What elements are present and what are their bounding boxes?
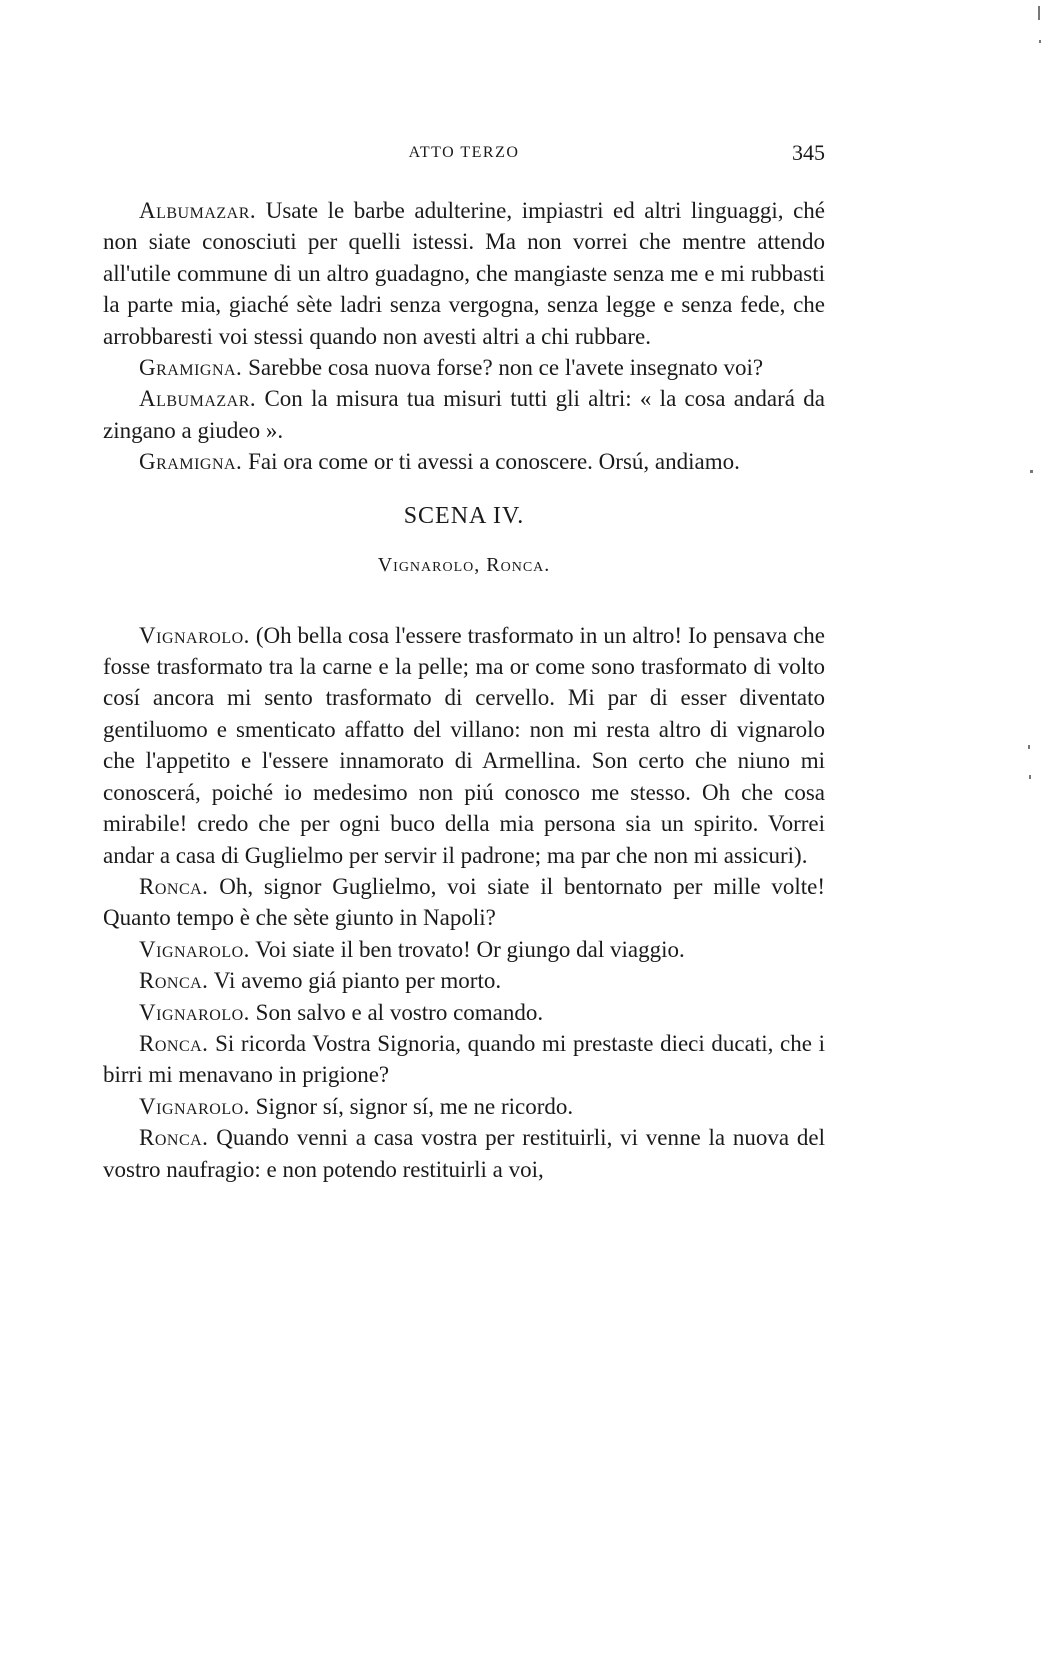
dialogue-paragraph	[103, 620, 825, 871]
scan-speck	[1029, 775, 1031, 779]
dialogue-text: (Oh bella cosa l'essere trasformato in un altro! Io pensava che fosse trasformato tra la carne e la pelle; ma or come sono trasformato di volto cosí ancora mi sento trasformato di cervello. Mi par di esser diventato gentiluomo e smenticato affatto del villano: non mi resta altro di vignarolo che l'appetito e l'essere innamorato di Armellina. Son certo che niuno mi conoscerá, poiché io medesimo non piú conosco me stesso. Oh che cosa mirabile! credo che per ogni buco della mia persona sia un spirito. Vorrei andar a casa di Guglielmo per servir il padrone; ma par che non mi assicuri).	[103, 622, 825, 868]
dialogue-paragraph	[103, 195, 825, 352]
dialogue-text: Son salvo e al vostro comando.	[249, 999, 544, 1025]
speaker-name: Ronca.	[139, 873, 209, 899]
scan-speck	[1038, 6, 1040, 20]
running-head	[103, 140, 825, 176]
speaker-name: Gramigna.	[139, 355, 243, 381]
dialogue-text: Sarebbe cosa nuova forse? non ce l'avete insegnato voi?	[242, 355, 764, 381]
dialogue-text: Con la misura tua misuri tutti gli altri: « la cosa andará da zingano a giudeo ».	[103, 386, 825, 443]
speaker-name: Albumazar.	[139, 386, 257, 412]
speaker-name: Ronca.	[139, 968, 209, 994]
speaker-name: Vignarolo.	[139, 936, 250, 962]
dialogue-text: Signor sí, signor sí, me ne ricordo.	[249, 1093, 574, 1119]
dialogue-paragraph	[103, 1091, 825, 1122]
page-number: 345	[792, 140, 825, 165]
dialogue-paragraph	[103, 1122, 825, 1185]
speaker-name: Albumazar.	[139, 198, 257, 223]
dialogue-paragraph	[103, 965, 825, 996]
dialogue-paragraph	[103, 1028, 825, 1091]
speaker-name: Vignarolo.	[139, 1093, 250, 1119]
scene-title: SCENA IV.	[403, 502, 525, 529]
speaker-name: Vignarolo.	[139, 622, 250, 648]
running-title: ATTO TERZO	[408, 144, 520, 161]
speaker-name: Vignarolo.	[139, 999, 250, 1025]
scan-speck	[1030, 470, 1033, 473]
dialogue-text: Voi siate il ben trovato! Or giungo dal viaggio.	[249, 936, 685, 962]
dialogue-paragraph	[103, 383, 825, 446]
dialogue-text: Fai ora come or ti avessi a conoscere. Orsú, andiamo.	[242, 449, 740, 475]
dialogue-text: Usate le barbe adulterine, impiastri ed altri linguaggi, ché non siate conosciuti per quelli istessi. Ma non vorrei che mentre attendo all'utile commune di un altro guadagno, che mangiaste senza me e mi rubbasti la parte mia, giaché sète ladri senza vergogna, senza legge e senza fede, che arrobbaresti voi stessi quando non avesti altri a chi rubbare.	[103, 198, 825, 349]
scan-speck	[1039, 40, 1041, 43]
text-block	[103, 195, 825, 1185]
scene-characters: Vignarolo, Ronca.	[377, 553, 551, 576]
speaker-name: Gramigna.	[139, 449, 243, 475]
dialogue-text: Vi avemo giá pianto per morto.	[208, 968, 502, 994]
speaker-name: Ronca.	[139, 1125, 209, 1151]
dialogue-paragraph	[103, 934, 825, 965]
dialogue-text: Oh, signor Guglielmo, voi siate il bentornato per mille volte! Quanto tempo è che sète giunto in Napoli?	[103, 873, 825, 931]
dialogue-paragraph	[103, 446, 825, 477]
dialogue-paragraph	[103, 871, 825, 934]
speaker-name: Ronca.	[139, 1030, 209, 1056]
dialogue-paragraph	[103, 997, 825, 1028]
dialogue-text: Quando venni a casa vostra per restituirli, vi venne la nuova del vostro naufragio: e non potendo restituirli a voi,	[103, 1125, 825, 1182]
dialogue-paragraph	[103, 352, 825, 383]
scan-speck	[1028, 745, 1030, 749]
dialogue-text: Si ricorda Vostra Signoria, quando mi prestaste dieci ducati, che i birri mi menavano in prigione?	[103, 1030, 825, 1088]
